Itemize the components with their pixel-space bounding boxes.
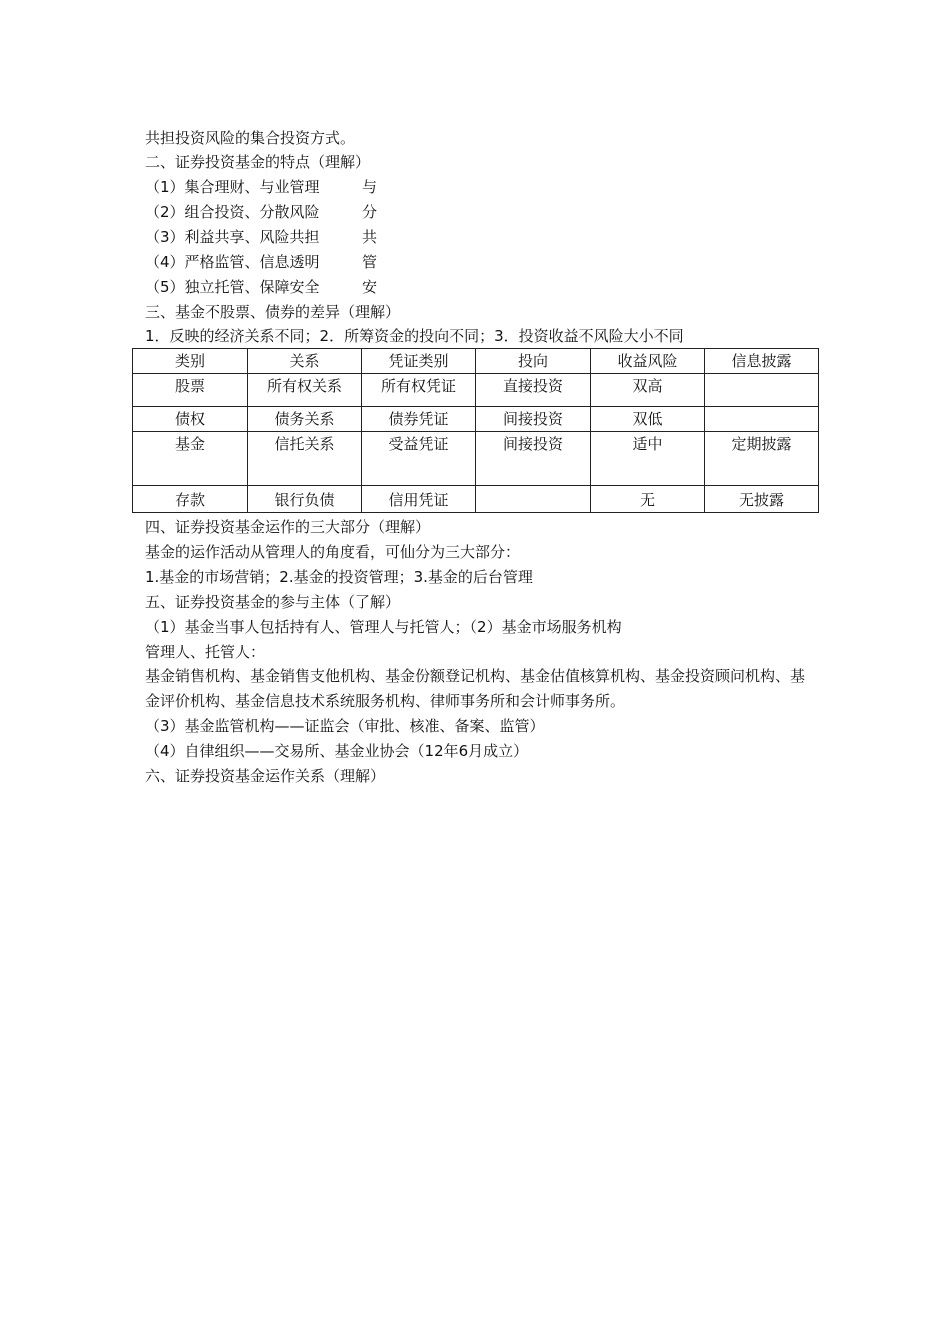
table-cell: 基金 [133,432,248,486]
feature-key-2: 分 [362,203,378,221]
table-cell: 无 [591,486,705,513]
table-cell: 所有权凭证 [362,374,476,407]
table-cell: 双高 [591,374,705,407]
feature-key-3: 共 [362,228,378,246]
table-row [133,486,819,513]
feature-key-1: 与 [362,178,378,196]
feature-item-3: （3）利益共享、风险共担 [145,228,320,246]
table-cell: 银行负债 [248,486,362,513]
section-3-summary: 1．反映的经济关系不同；2．所筹资金的投向不同；3．投资收益不风险大小不同 [145,327,684,345]
section-2-heading: 二、证券投资基金的特点（理解） [145,153,371,171]
table-cell [705,407,819,432]
table-cell: 定期披露 [705,432,819,486]
table-cell: 债权 [133,407,248,432]
feature-key-5: 安 [362,278,378,296]
section-5-line-3: 基金销售机构、基金销售支他机构、基金份额登记机构、基金估值核算机构、基金投资顾问机构、基金评价机构、基金信息技术系统服务机构、律师事务所和会计师事务所。 [145,667,806,710]
section-5-line-4: （3）基金监管机构——证监会（审批、核准、备案、监管） [145,717,545,735]
feature-key-4: 管 [362,253,378,271]
feature-item-2: （2）组合投资、分散风险 [145,203,320,221]
table-cell: 受益凭证 [362,432,476,486]
section-5-line-1: （1）基金当事人包括持有人、管理人与托管人；（2）基金市场服务机构 [145,618,622,636]
table-cell: 间接投资 [476,407,591,432]
table-header-cell: 投向 [476,349,591,374]
table-cell: 间接投资 [476,432,591,486]
table-cell: 直接投资 [476,374,591,407]
feature-item-5: （5）独立托管、保障安全 [145,278,320,296]
table-cell [476,486,591,513]
section-3-heading: 三、基金不股票、债券的差异（理解） [145,303,401,321]
table-cell: 存款 [133,486,248,513]
section-6-heading: 六、证券投资基金运作关系（理解） [145,767,386,785]
table-header-row [133,349,819,374]
table-header-cell: 信息披露 [705,349,819,374]
feature-item-4: （4）严格监管、信息透明 [145,253,320,271]
section-4-line-1: 基金的运作活动从管理人的角度看，可仙分为三大部分： [145,543,521,561]
table-cell: 股票 [133,374,248,407]
section-5-heading: 五、证券投资基金的参与主体（了解） [145,593,401,611]
table-cell: 所有权关系 [248,374,362,407]
section-4-line-2: 1.基金的市场营销；2.基金的投资管理；3.基金的后台管理 [145,568,533,586]
table-header-cell: 类别 [133,349,248,374]
intro-tail-text: 共担投资风险的集合投资方式。 [145,129,356,147]
section-5-line-5: （4）自律组织——交易所、基金业协会（12年6月成立） [145,742,529,760]
table-cell: 适中 [591,432,705,486]
table-cell: 双低 [591,407,705,432]
table-cell: 无披露 [705,486,819,513]
table-row [133,407,819,432]
table-header-cell: 关系 [248,349,362,374]
table-header-cell: 凭证类别 [362,349,476,374]
comparison-table [132,348,819,513]
table-cell: 信托关系 [248,432,362,486]
section-4-heading: 四、证券投资基金运作的三大部分（理解） [145,518,431,536]
table-header-cell: 收益风险 [591,349,705,374]
section-5-line-2: 管理人、托管人： [145,643,266,661]
feature-item-1: （1）集合理财、与业管理 [145,178,320,196]
table-cell: 信用凭证 [362,486,476,513]
table-row [133,374,819,407]
table-cell [705,374,819,407]
table-row [133,432,819,486]
table-cell: 债务关系 [248,407,362,432]
table-cell: 债券凭证 [362,407,476,432]
